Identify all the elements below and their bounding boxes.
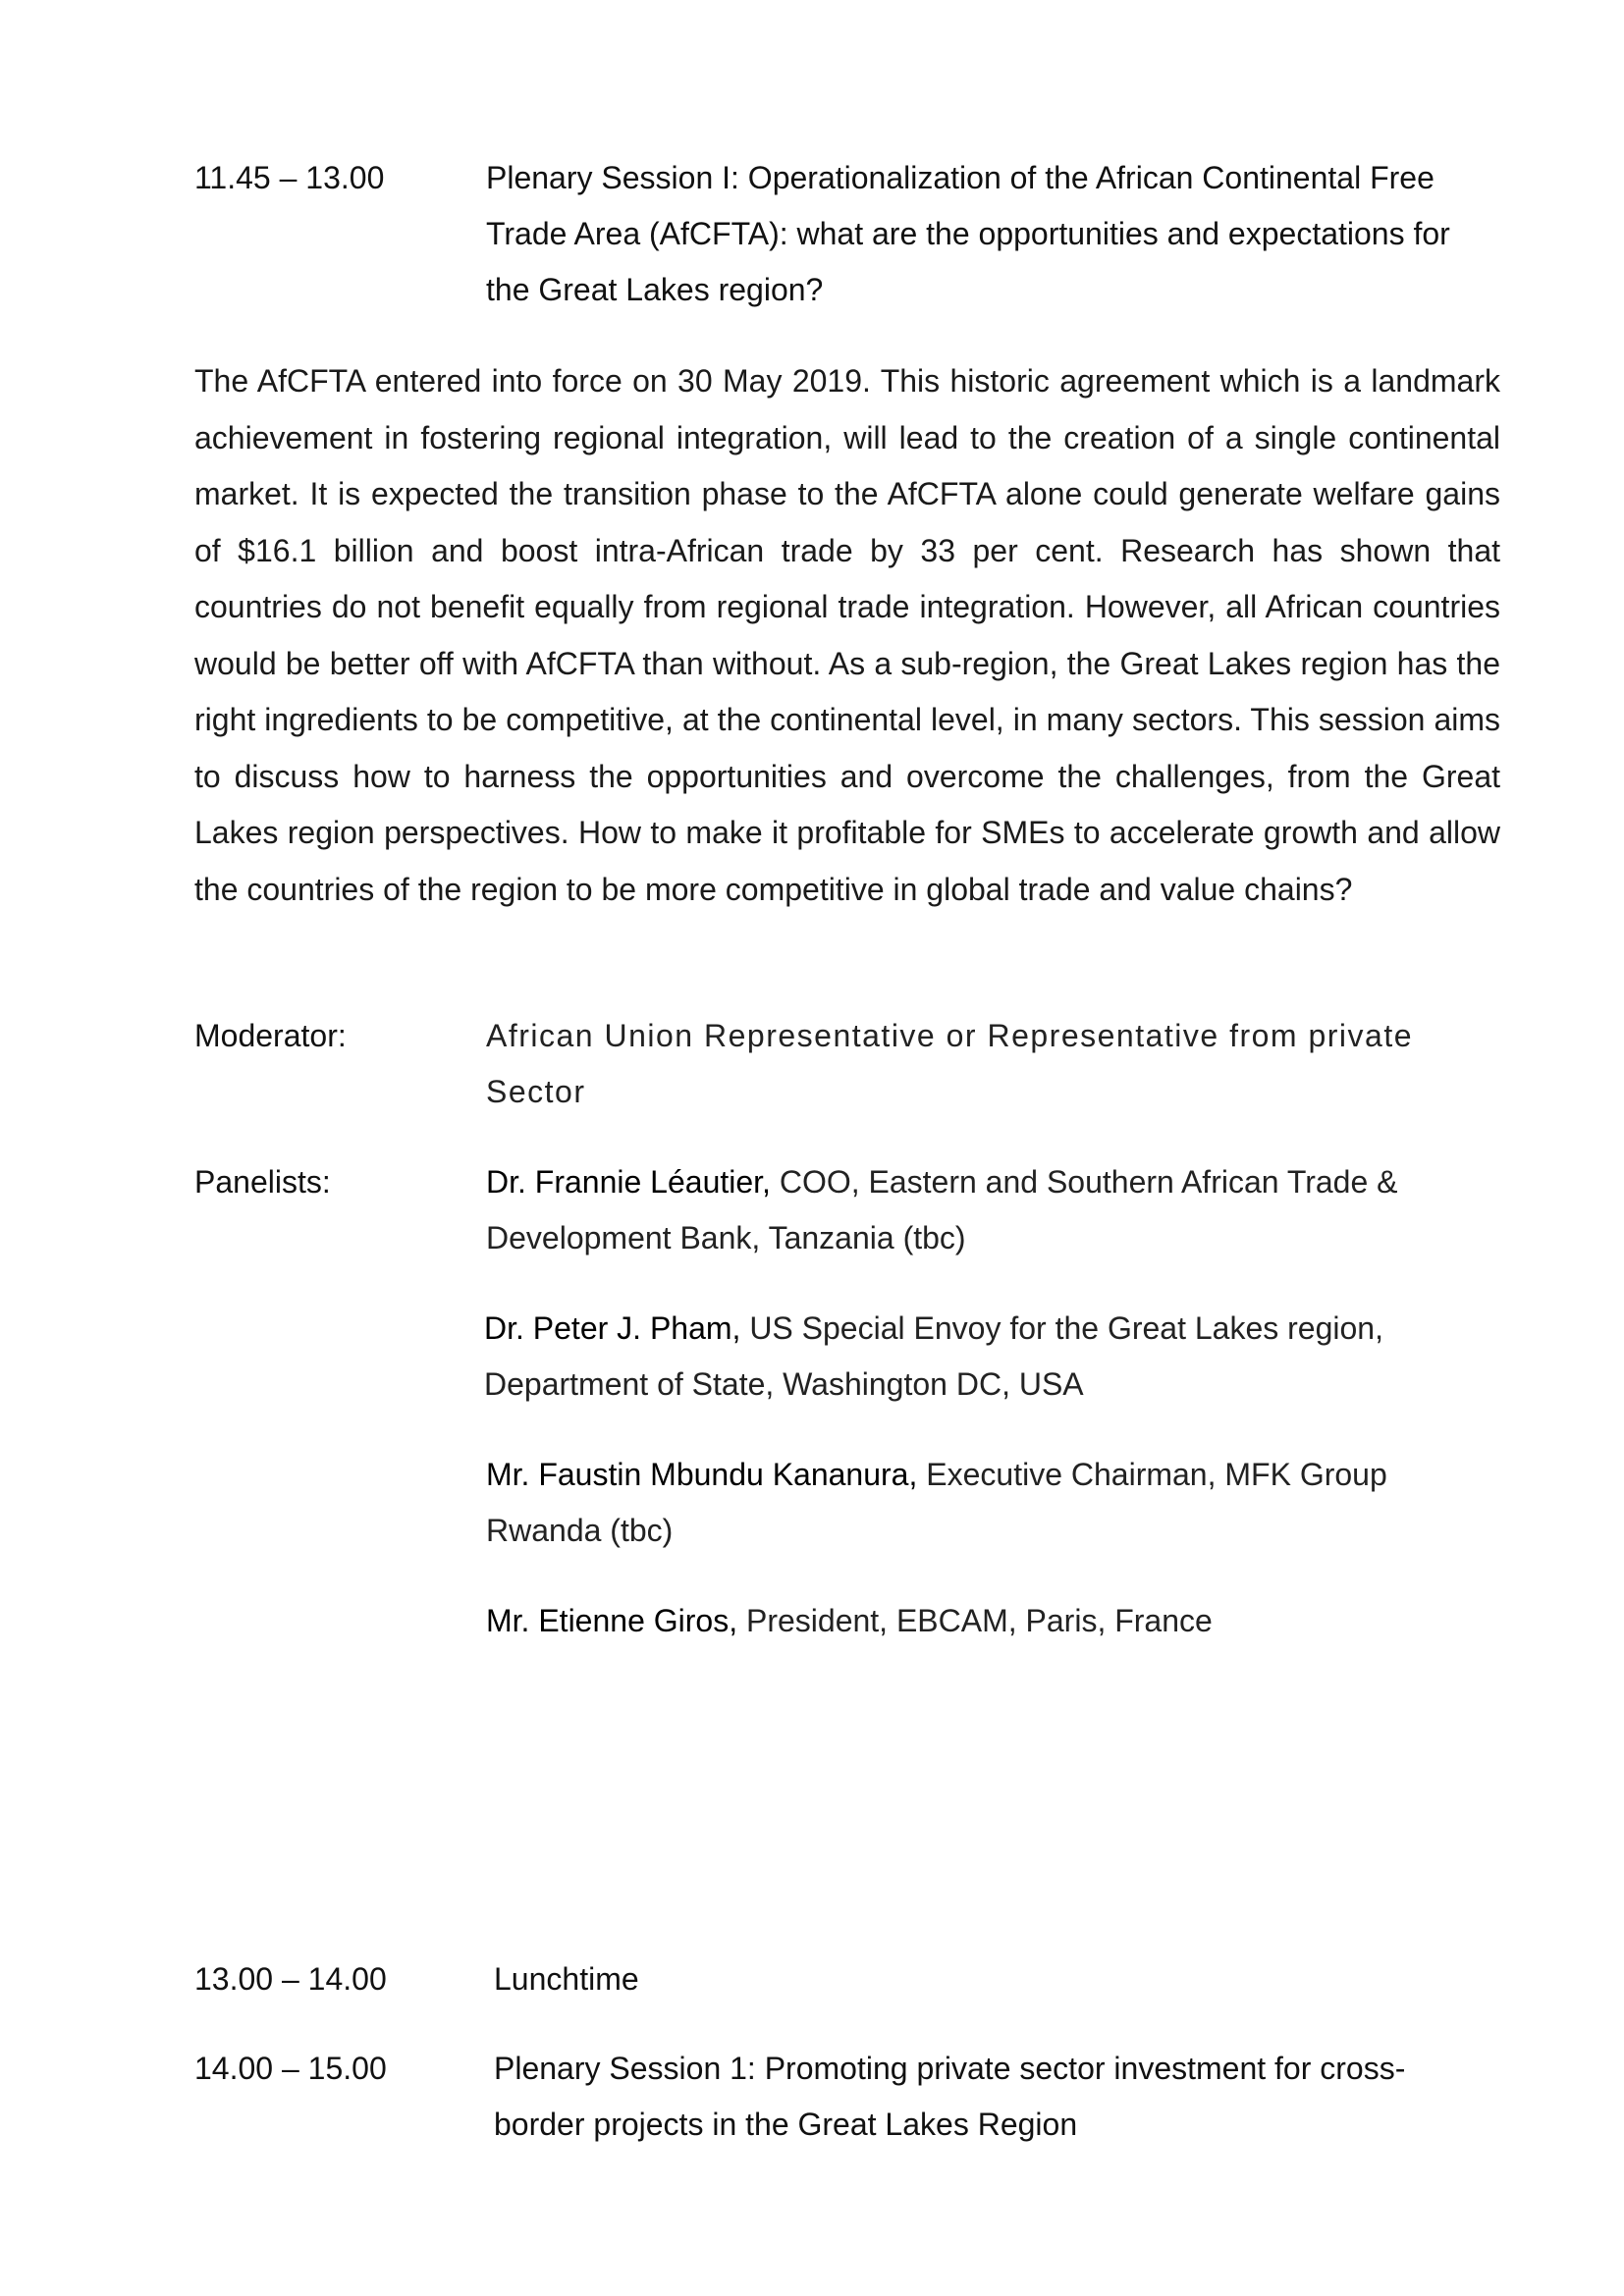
panelist-name: Dr. Peter J. Pham, <box>484 1310 741 1346</box>
panelist-item <box>486 1447 1468 1559</box>
panelist-desc: COO, Eastern and Southern African Trade & Development Bank, Tanzania (tbc) <box>486 1164 1398 1255</box>
lunch-title: Lunchtime <box>494 1961 639 1997</box>
panelist-desc: President, EBCAM, Paris, France <box>737 1603 1213 1638</box>
panelist-desc: Executive Chairman, MFK Group Rwanda (tbc) <box>486 1457 1387 1548</box>
moderator-label-colon: : <box>337 1018 347 1053</box>
panelist-item <box>486 1593 1468 1649</box>
panelist-name: Dr. Frannie Léautier, <box>486 1164 771 1200</box>
panelist-item <box>484 1301 1466 1413</box>
session-description: The AfCFTA entered into force on 30 May 2019. This historic agreement which is a landmark achievement in fostering regional integration, will lead to the creation of a single continental market. It is expected the transition phase to the AfCFTA alone could generate welfare gains of $16.1 billion and boost intra-African trade by 33 per cent. Research has shown that countries do not benefit equally from regional trade integration. However, all African countries would be better off with AfCFTA than without. As a sub-region, the Great Lakes region has the right ingredients to be competitive, at the continental level, in many sectors. This session aims to discuss how to harness the opportunities and overcome the challenges, from the Great Lakes region perspectives. How to make it profitable for SMEs to accelerate growth and allow the countries of the region to be more competitive in global trade and value chains? <box>194 363 1500 907</box>
panelist-name: Mr. Faustin Mbundu Kananura, <box>486 1457 918 1492</box>
lunch-time: 13.00 – 14.00 <box>194 1961 387 1997</box>
panelist-desc: US Special Envoy for the Great Lakes region, Department of State, Washington DC, USA <box>484 1310 1383 1402</box>
session-time: 14.00 – 15.00 <box>194 2051 387 2086</box>
session-time: 11.45 – 13.00 <box>194 160 385 195</box>
moderator-label <box>194 1008 347 1064</box>
moderator-label-text: Moderator <box>194 1018 338 1053</box>
moderator-text: African Union Representative or Representative from private Sector <box>486 1018 1414 1109</box>
panelist-name: Mr. Etienne Giros, <box>486 1603 738 1638</box>
panelists-label: Panelists: <box>194 1164 331 1200</box>
session-title: Plenary Session 1: Promoting private sector investment for cross-border projects in the Great Lakes Region <box>494 2051 1406 2142</box>
panelist-item <box>486 1154 1468 1266</box>
session-title: Plenary Session I: Operationalization of the African Continental Free Trade Area (AfCFTA): what are the opportunities and expectations for the Great Lakes region? <box>486 160 1450 307</box>
